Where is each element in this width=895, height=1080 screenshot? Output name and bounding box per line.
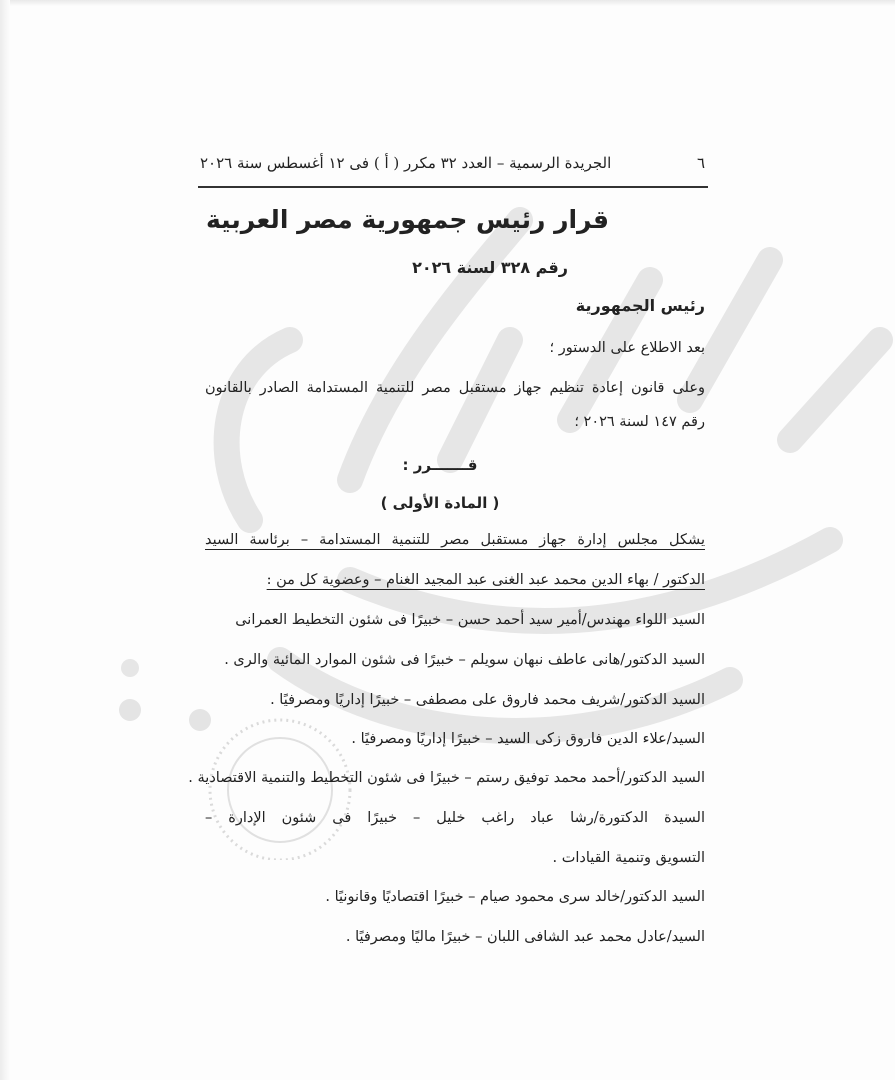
decree-number: رقم ٣٢٨ لسنة ٢٠٢٦ <box>412 258 568 277</box>
member-line: السيد الدكتور/خالد سرى محمود صيام – خبيرًا اقتصاديًا وقانونيًا . <box>325 889 705 905</box>
member-line: السيد الدكتور/هانى عاطف نبهان سويلم – خبيرًا فى شئون الموارد المائية والرى . <box>224 652 705 668</box>
scan-edge-left <box>0 0 10 1080</box>
member-line: السيد/عادل محمد عبد الشافى اللبان – خبيرًا ماليًا ومصرفيًا . <box>345 929 705 945</box>
running-head <box>200 154 705 182</box>
header-rule <box>198 186 708 188</box>
member-line: السيدة الدكتورة/رشا عباد راغب خليل – خبيرًا فى شئون الإدارة – <box>205 810 705 826</box>
article-title: ( المادة الأولى ) <box>380 494 500 512</box>
preamble-line: وعلى قانون إعادة تنظيم جهاز مستقبل مصر للتنمية المستدامة الصادر بالقانون <box>205 380 705 396</box>
article-text-line: الدكتور / بهاء الدين محمد عبد الغنى عبد المجيد الغنام – وعضوية كل من : <box>266 572 705 588</box>
preamble-line: بعد الاطلاع على الدستور ؛ <box>549 340 705 356</box>
member-line: السيد اللواء مهندس/أمير سيد أحمد حسن – خبيرًا فى شئون التخطيط العمرانى <box>235 612 705 628</box>
decides-heading: قـــــــرر : <box>402 456 478 474</box>
decree-title: قرار رئيس جمهورية مصر العربية <box>206 205 609 234</box>
member-line: السيد الدكتور/أحمد محمد توفيق رستم – خبيرًا فى شئون التخطيط والتنمية الاقتصادية . <box>188 770 705 786</box>
preamble-line: رقم ١٤٧ لسنة ٢٠٢٦ ؛ <box>574 414 705 430</box>
gazette-issue-line: الجريدة الرسمية – العدد ٣٢ مكرر ( أ ) فى ١٢ أغسطس سنة ٢٠٢٦ <box>200 154 612 172</box>
scan-edge-top <box>0 0 895 6</box>
page-number: ٦ <box>696 154 705 172</box>
member-line: السيد الدكتور/شريف محمد فاروق على مصطفى – خبيرًا إداريًا ومصرفيًا . <box>270 692 705 708</box>
article-text-line: يشكل مجلس إدارة جهاز مستقبل مصر للتنمية المستدامة – برئاسة السيد <box>205 532 705 548</box>
member-line: السيد/علاء الدين فاروق زكى السيد – خبيرًا إداريًا ومصرفيًا . <box>351 731 705 747</box>
issuer: رئيس الجمهورية <box>575 296 705 315</box>
member-line-continued: التسويق وتنمية القيادات . <box>552 850 705 866</box>
